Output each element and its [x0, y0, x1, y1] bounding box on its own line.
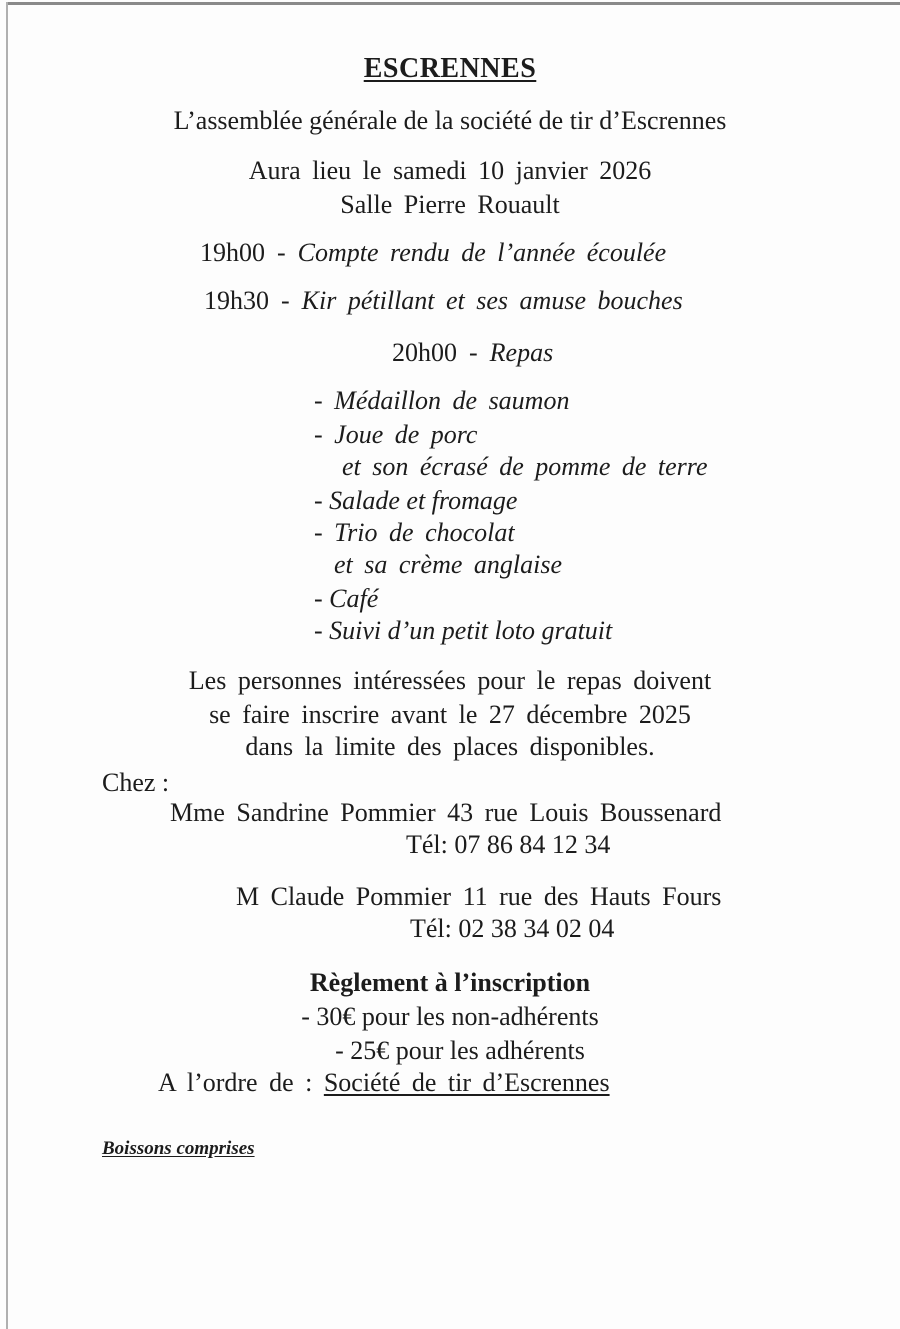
payment-order-name: Société de tir d’Escrennes [323, 1068, 610, 1097]
schedule-time: 19h30 [204, 286, 269, 315]
schedule-time: 19h00 [200, 238, 265, 267]
venue-line: Salle Pierre Rouault [340, 190, 560, 219]
chez-label: Chez : [102, 768, 170, 797]
registration-line: se faire inscrire avant le 27 décembre 2025 [209, 700, 691, 729]
schedule-item [392, 338, 553, 368]
schedule-separator: - [281, 286, 290, 315]
menu-item-detail: et sa crème anglaise [334, 550, 563, 579]
contact-phone: Tél: 02 38 34 02 04 [410, 914, 615, 943]
page-top-edge [6, 2, 900, 5]
payment-order [158, 1068, 610, 1098]
menu-item-detail: et son écrasé de pomme de terre [342, 452, 708, 481]
page-title: ESCRENNES [363, 53, 537, 84]
contact-phone: Tél: 07 86 84 12 34 [406, 830, 611, 859]
registration-line: dans la limite des places disponibles. [245, 732, 655, 761]
schedule-text: Repas [489, 338, 554, 367]
schedule-text: Compte rendu de l’année écoulée [297, 238, 667, 267]
payment-order-label: A l’ordre de : [158, 1068, 313, 1097]
payment-price: - 25€ pour les adhérents [335, 1036, 585, 1065]
contact-name-address: Mme Sandrine Pommier 43 rue Louis Boussenard [170, 798, 722, 827]
contact-name-address: M Claude Pommier 11 rue des Hauts Fours [236, 882, 722, 911]
payment-heading: Règlement à l’inscription [309, 968, 591, 997]
menu-item: - Suivi d’un petit loto gratuit [314, 616, 613, 645]
menu-item: - Café [314, 584, 379, 613]
schedule-text: Kir pétillant et ses amuse bouches [301, 286, 683, 315]
drinks-note: Boissons comprises [102, 1138, 255, 1159]
intro-line: L’assemblée générale de la société de tir d’Escrennes [173, 106, 727, 135]
registration-line: Les personnes intéressées pour le repas doivent [188, 666, 712, 695]
schedule-time: 20h00 [392, 338, 457, 367]
schedule-separator: - [469, 338, 478, 367]
date-line: Aura lieu le samedi 10 janvier 2026 [248, 156, 652, 185]
menu-item: - Trio de chocolat [314, 518, 515, 547]
payment-price: - 30€ pour les non-adhérents [301, 1002, 599, 1031]
schedule-item [204, 286, 683, 316]
menu-item: - Salade et fromage [314, 486, 518, 515]
schedule-separator: - [277, 238, 286, 267]
schedule-item [200, 238, 666, 268]
menu-item: - Joue de porc [314, 420, 478, 449]
menu-item: - Médaillon de saumon [314, 386, 570, 415]
